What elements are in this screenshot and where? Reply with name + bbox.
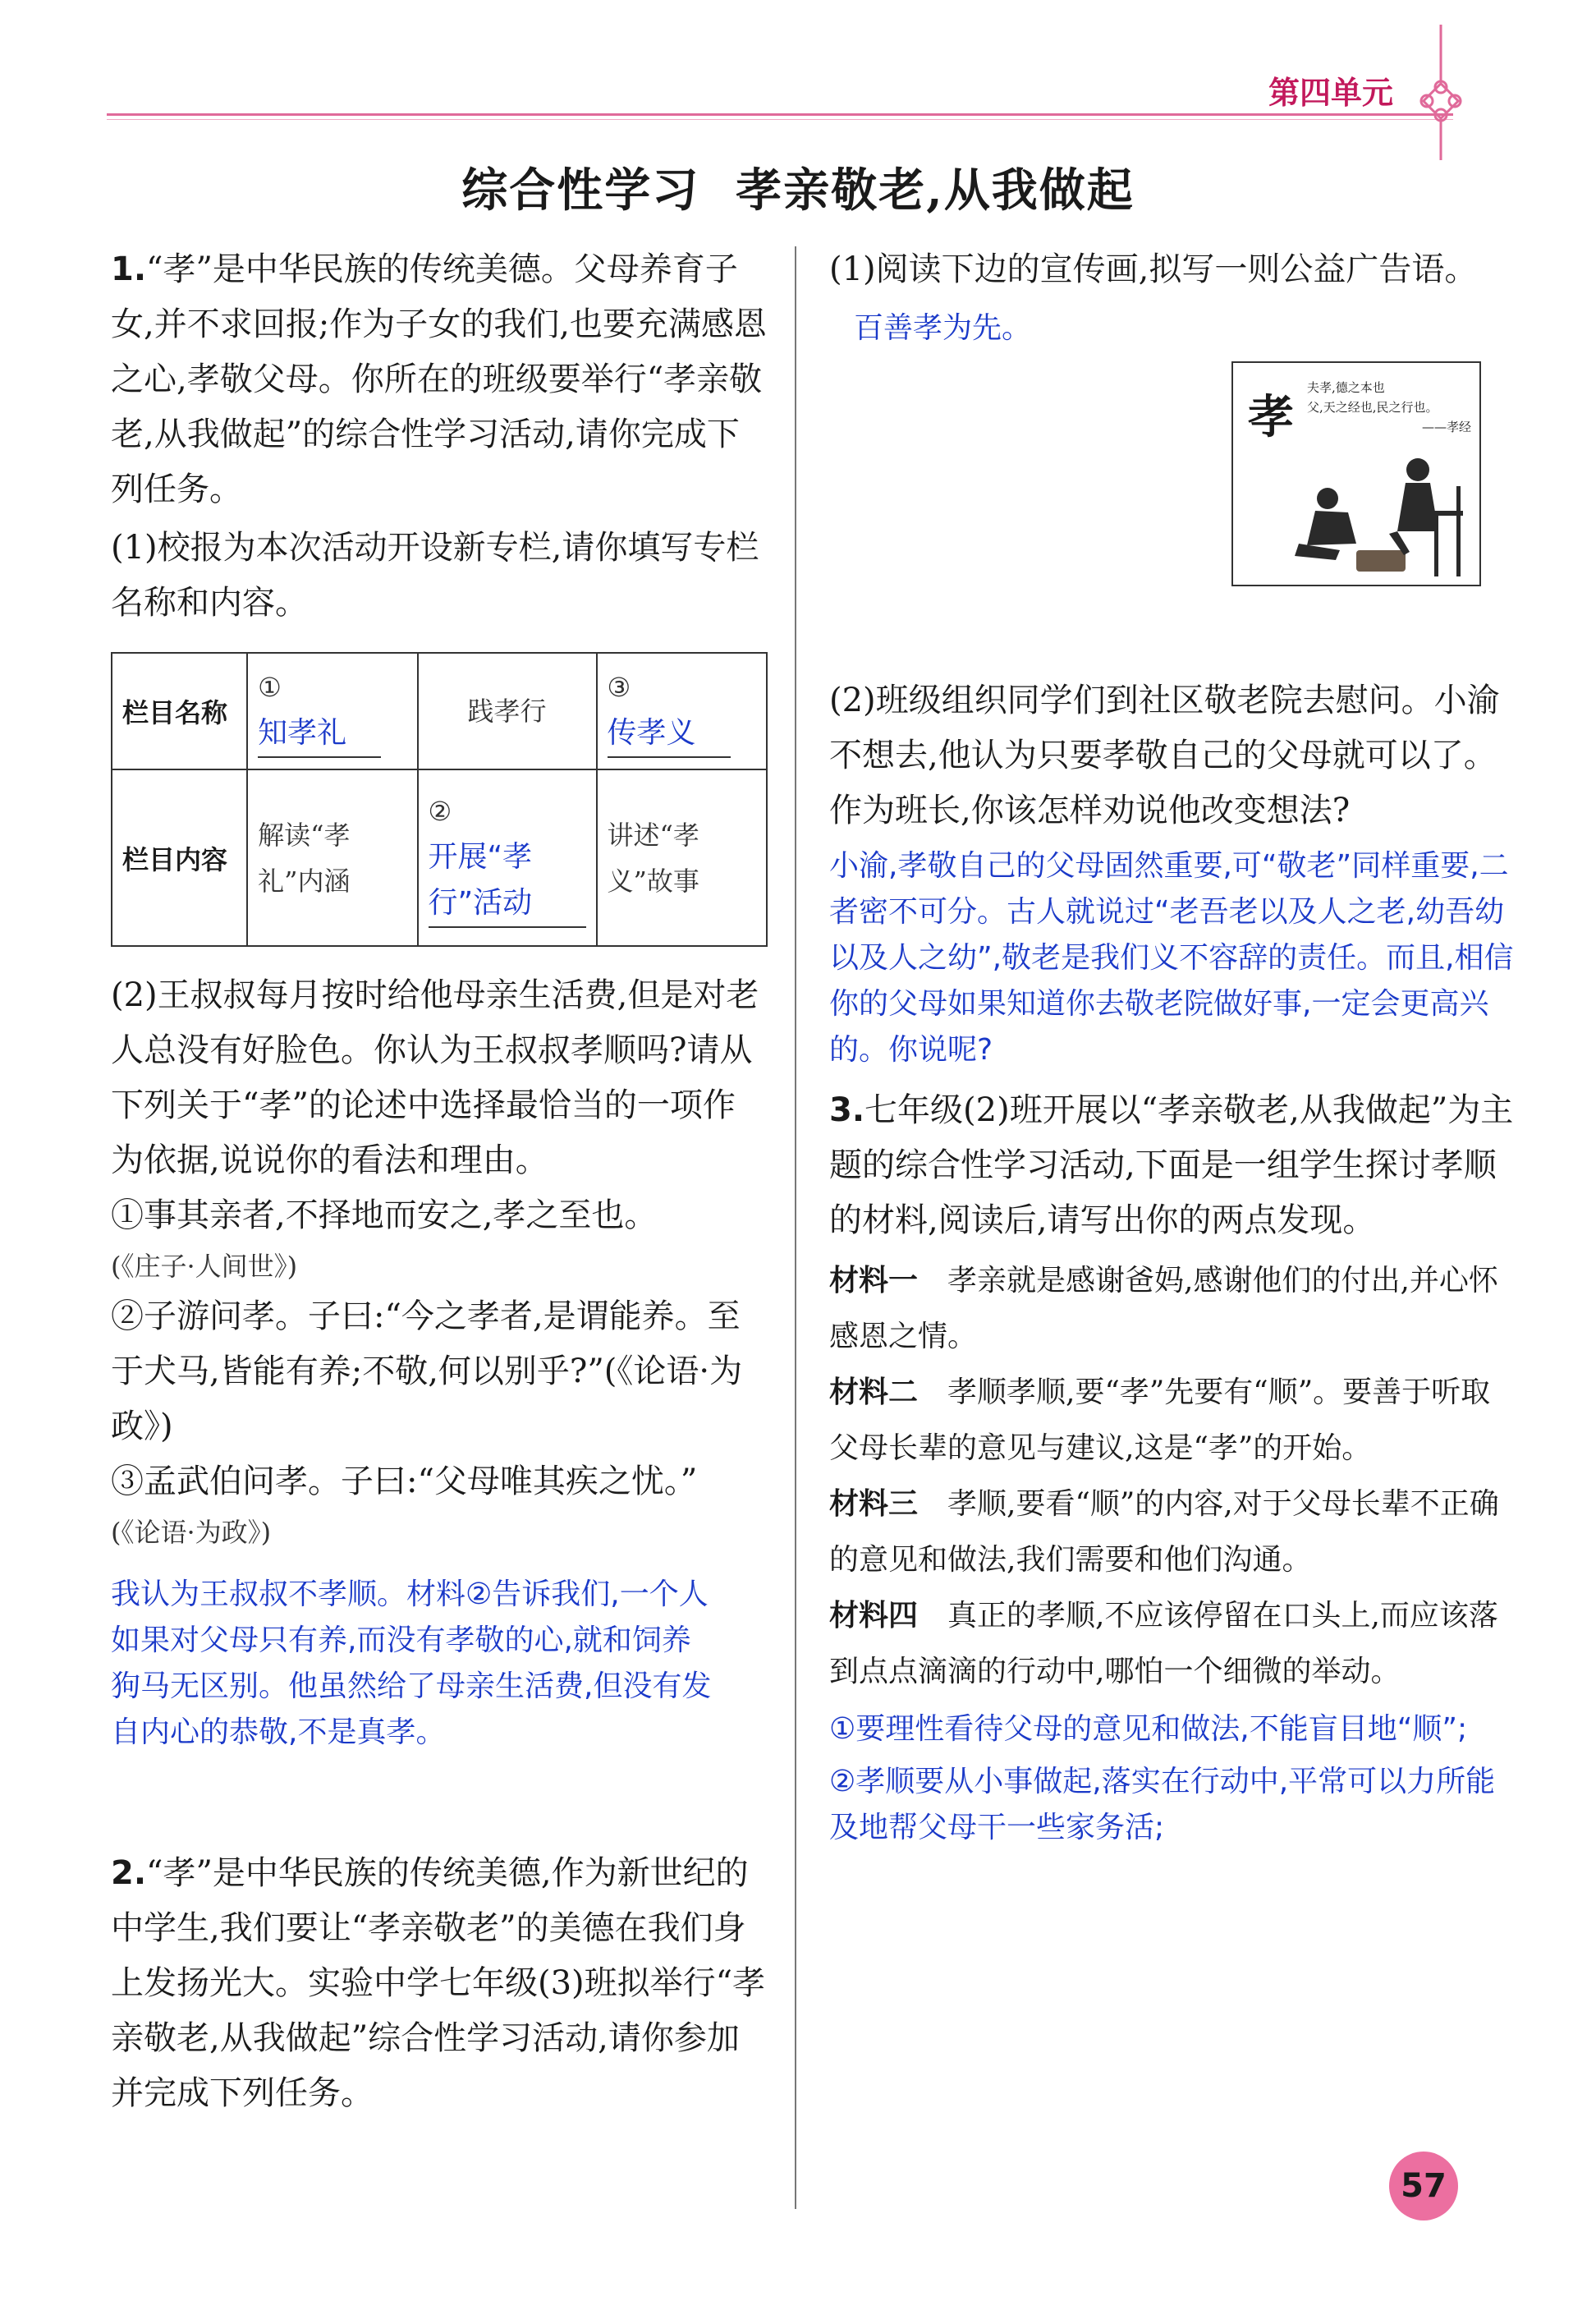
poster-text-2: 父,天之经也,民之行也。 (1307, 400, 1438, 415)
q2-intro (111, 1846, 768, 2121)
material-1 (829, 1253, 1515, 1365)
q2-sub2: (2)班级组织同学们到社区敬老院去慰问。小渝不想去,他认为只要孝敬自己的父母就可以了。作为班长,你该怎样劝说他改变想法? (829, 682, 1500, 829)
cell-content-3: 讲述“孝义”故事 (597, 769, 767, 946)
cell-content-2 (418, 769, 597, 946)
right-column (829, 242, 1515, 351)
quote-1-source: (《庄子·人间世》) (111, 1251, 298, 1282)
q2-answer-2: 小渝,孝敬自己的父母固然重要,可“敬老”同样重要,二者密不可分。古人就说过“老吾老以及人之老,幼吾幼以及人之幼”,敬老是我们义不容辞的责任。而且,相信你的父母如果知道你去敬老院做好事,一定会更高兴的。你说呢? (829, 849, 1514, 1067)
poster-image (1231, 361, 1481, 586)
mark-3: ③ (607, 672, 631, 703)
left-column (111, 242, 768, 2121)
cell-name-3 (597, 653, 767, 769)
q2-sub1: (1)阅读下边的宣传画,拟写一则公益广告语。 (829, 250, 1478, 288)
q1-intro-text: “孝”是中华民族的传统美德。父母养育子女,并不求回报;作为子女的我们,也要充满感恩之心,孝敬父母。你所在的班级要举行“孝亲敬老,从我做起”的综合性学习活动,请你完成下列任务。 (111, 250, 767, 508)
poster-source: ——孝经 (1421, 420, 1471, 434)
q2-intro-text: “孝”是中华民族的传统美德,作为新世纪的中学生,我们要让“孝亲敬老”的美德在我们身上发扬光大。实验中学七年级(3)班拟举行“孝亲敬老,从我做起”综合性学习活动,请你参加并完成下列任务。 (111, 1854, 766, 2112)
q1-sub2: (2)王叔叔每月按时给他母亲生活费,但是对老人总没有好脸色。你认为王叔叔孝顺吗?请从下列关于“孝”的论述中选择最恰当的一项作为依据,说说你的看法和理由。 (111, 976, 759, 1179)
title-part2: 孝亲敬老,从我做起 (736, 163, 1135, 218)
title-part1: 综合性学习 (461, 163, 700, 218)
poster-text-1: 夫孝,德之本也 (1307, 380, 1385, 395)
answer-name-1: 知孝礼 (258, 710, 381, 758)
q1-answer-2: 我认为王叔叔不孝顺。材料②告诉我们,一个人如果对父母只有养,而没有孝敬的心,就和饲养狗马无区别。他虽然给了母亲生活费,但没有发自内心的恭敬,不是真孝。 (111, 1578, 712, 1749)
q3-intro (829, 1083, 1515, 1248)
mark-1: ① (258, 672, 282, 703)
q1-number: 1. (111, 250, 147, 288)
cell-name-2: 践孝行 (418, 653, 597, 769)
q3-answer-2: ②孝顺要从小事做起,落实在行动中,平常可以力所能及地帮父母干一些家务活; (829, 1765, 1496, 1844)
q1-intro (111, 242, 768, 517)
material-4-text: 真正的孝顺,不应该停留在口头上,而应该落到点点滴滴的行动中,哪怕一个细微的举动。 (829, 1599, 1498, 1688)
material-1-label: 材料一 (829, 1264, 919, 1297)
q3-answer-1: ①要理性看待父母的意见和做法,不能盲目地“顺”; (829, 1712, 1468, 1746)
quote-3-source: (《论语·为政》) (111, 1517, 272, 1548)
q2-number: 2. (111, 1854, 147, 1892)
quote-2: ②子游问孝。子曰:“今之孝者,是谓能养。至于犬马,皆能有养;不敬,何以别乎?”(《论语·为政》) (111, 1297, 743, 1445)
poster-illustration (1266, 453, 1471, 581)
material-2 (829, 1365, 1515, 1476)
answer-name-3: 传孝义 (608, 710, 731, 758)
q3-number: 3. (829, 1091, 865, 1129)
material-2-text: 孝顺孝顺,要“孝”先要有“顺”。要善于听取父母长辈的意见与建议,这是“孝”的开始。 (829, 1375, 1491, 1465)
poster-caption (1307, 378, 1471, 437)
material-2-label: 材料二 (829, 1375, 919, 1409)
cell-name-1 (247, 653, 417, 769)
header-rule (107, 113, 1453, 116)
row-header-content: 栏目内容 (112, 769, 247, 946)
material-3 (829, 1476, 1515, 1588)
column-divider (795, 246, 796, 2209)
right-column-lower (829, 673, 1515, 1851)
header-rule-thin (107, 119, 1453, 120)
q2-answer-1: 百善孝为先。 (854, 311, 1032, 345)
quote-3: ③孟武伯问孝。子曰:“父母唯其疾之忧。” (111, 1463, 698, 1500)
cell-content-1: 解读“孝礼”内涵 (247, 769, 417, 946)
page-title (0, 154, 1596, 220)
row-header-name: 栏目名称 (112, 653, 247, 769)
q3-intro-text: 七年级(2)班开展以“孝亲敬老,从我做起”为主题的综合性学习活动,下面是一组学生探讨孝顺的材料,阅读后,请写出你的两点发现。 (829, 1091, 1514, 1239)
page-number: 57 (1389, 2152, 1458, 2220)
material-4 (829, 1588, 1515, 1700)
unit-label: 第四单元 (1268, 75, 1394, 111)
material-3-text: 孝顺,要看“顺”的内容,对于父母长辈不正确的意见和做法,我们需要和他们沟通。 (829, 1487, 1499, 1577)
q1-sub1: (1)校报为本次活动开设新专栏,请你填写专栏名称和内容。 (111, 529, 759, 622)
material-4-label: 材料四 (829, 1599, 919, 1633)
quote-1: ①事其亲者,不择地而安之,孝之至也。 (111, 1196, 658, 1234)
material-3-label: 材料三 (829, 1487, 919, 1521)
material-1-text: 孝亲就是感谢爸妈,感谢他们的付出,并心怀感恩之情。 (829, 1264, 1498, 1353)
answer-content-2: 开展“孝行”活动 (429, 834, 586, 928)
poster-char: 孝 (1248, 390, 1294, 444)
chinese-knot-icon (1412, 25, 1470, 164)
column-table (111, 652, 768, 947)
mark-2: ② (428, 795, 452, 827)
